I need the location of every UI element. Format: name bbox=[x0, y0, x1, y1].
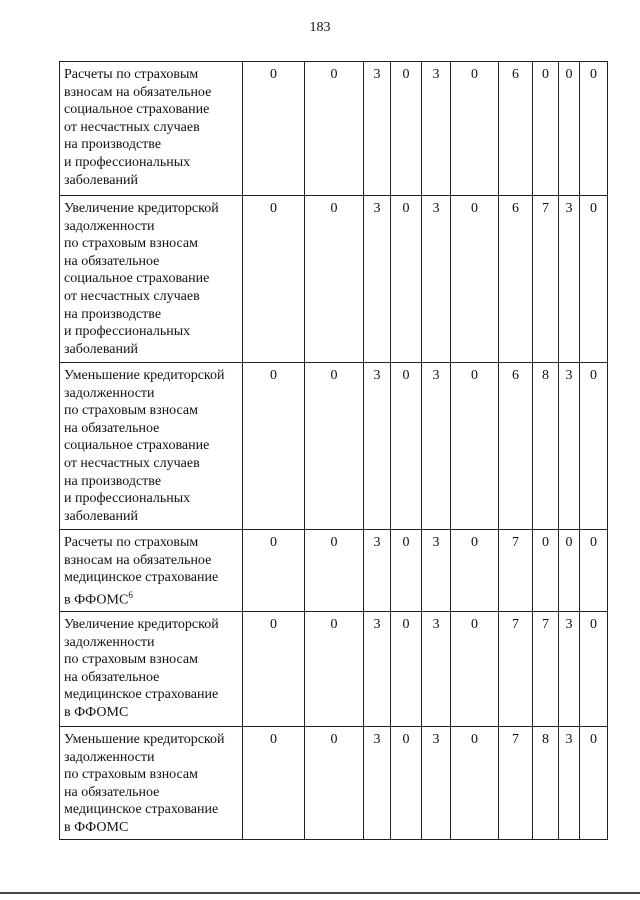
code-digit-cell: 0 bbox=[580, 612, 608, 727]
code-digit-cell: 8 bbox=[533, 727, 559, 840]
code-digit-cell: 0 bbox=[559, 62, 580, 196]
code-digit-cell: 7 bbox=[533, 612, 559, 727]
code-digit-cell: 0 bbox=[305, 530, 364, 612]
code-digit-cell: 0 bbox=[243, 530, 305, 612]
code-digit-cell: 0 bbox=[451, 196, 499, 363]
row-name-cell bbox=[60, 612, 243, 727]
code-digit-cell: 3 bbox=[422, 530, 451, 612]
code-digit-cell: 7 bbox=[499, 612, 533, 727]
row-name-cell bbox=[60, 62, 243, 196]
table-row bbox=[60, 363, 608, 530]
code-digit-cell: 0 bbox=[580, 196, 608, 363]
code-digit-cell: 7 bbox=[499, 530, 533, 612]
code-digit-cell: 3 bbox=[364, 62, 391, 196]
table-row bbox=[60, 612, 608, 727]
code-digit-cell: 0 bbox=[533, 530, 559, 612]
table-row bbox=[60, 727, 608, 840]
code-digit-cell: 3 bbox=[422, 612, 451, 727]
code-digit-cell: 0 bbox=[451, 363, 499, 530]
code-digit-cell: 0 bbox=[580, 363, 608, 530]
code-digit-cell: 0 bbox=[305, 62, 364, 196]
code-digit-cell: 3 bbox=[422, 62, 451, 196]
row-name-cell bbox=[60, 363, 243, 530]
code-digit-cell: 0 bbox=[559, 530, 580, 612]
code-digit-cell: 0 bbox=[580, 530, 608, 612]
row-name: Расчеты по страховым взносам на обязательное социальное страхование от несчастных случаев на производстве и профессиональных заболеваний bbox=[64, 67, 212, 188]
code-digit-cell: 3 bbox=[559, 612, 580, 727]
code-digit-cell: 0 bbox=[451, 727, 499, 840]
code-digit-cell: 3 bbox=[364, 196, 391, 363]
code-digit-cell: 0 bbox=[305, 363, 364, 530]
code-digit-cell: 0 bbox=[391, 62, 422, 196]
code-digit-cell: 7 bbox=[499, 727, 533, 840]
row-name-cell bbox=[60, 727, 243, 840]
code-digit-cell: 6 bbox=[499, 196, 533, 363]
code-digit-cell: 6 bbox=[499, 62, 533, 196]
code-digit-cell: 0 bbox=[391, 612, 422, 727]
code-digit-cell: 3 bbox=[559, 363, 580, 530]
code-digit-cell: 0 bbox=[451, 612, 499, 727]
code-digit-cell: 0 bbox=[305, 196, 364, 363]
budget-code-table bbox=[59, 61, 608, 840]
code-digit-cell: 0 bbox=[580, 62, 608, 196]
code-digit-cell: 0 bbox=[391, 196, 422, 363]
code-digit-cell: 0 bbox=[243, 363, 305, 530]
code-digit-cell: 3 bbox=[559, 196, 580, 363]
row-name-cell bbox=[60, 196, 243, 363]
code-digit-cell: 0 bbox=[533, 62, 559, 196]
table-row bbox=[60, 530, 608, 612]
table-row bbox=[60, 196, 608, 363]
table-row bbox=[60, 62, 608, 196]
code-digit-cell: 0 bbox=[451, 62, 499, 196]
code-digit-cell: 0 bbox=[243, 62, 305, 196]
code-digit-cell: 0 bbox=[391, 363, 422, 530]
code-digit-cell: 3 bbox=[364, 612, 391, 727]
code-digit-cell: 0 bbox=[305, 612, 364, 727]
code-digit-cell: 0 bbox=[305, 727, 364, 840]
code-digit-cell: 3 bbox=[364, 530, 391, 612]
code-digit-cell: 3 bbox=[364, 727, 391, 840]
row-name: Расчеты по страховым взносам на обязательное медицинское страхование в ФФОМС bbox=[64, 535, 219, 608]
row-name: Увеличение кредиторской задолженности по страховым взносам на обязательное социальное страхование от несчастных случаев на производстве и профессиональных заболеваний bbox=[64, 201, 219, 357]
row-name: Уменьшение кредиторской задолженности по страховым взносам на обязательное социальное страхование от несчастных случаев на производстве и профессиональных заболеваний bbox=[64, 368, 225, 524]
code-digit-cell: 6 bbox=[499, 363, 533, 530]
scan-edge-line bbox=[0, 892, 640, 894]
code-digit-cell: 3 bbox=[559, 727, 580, 840]
row-name: Уменьшение кредиторской задолженности по страховым взносам на обязательное медицинское страхование в ФФОМС bbox=[64, 732, 225, 835]
footnote-marker: 6 bbox=[128, 589, 133, 600]
code-digit-cell: 0 bbox=[243, 727, 305, 840]
code-digit-cell: 0 bbox=[451, 530, 499, 612]
page-number: 183 bbox=[309, 20, 331, 35]
row-name-cell bbox=[60, 530, 243, 612]
code-digit-cell: 0 bbox=[580, 727, 608, 840]
code-digit-cell: 7 bbox=[533, 196, 559, 363]
code-digit-cell: 0 bbox=[243, 196, 305, 363]
code-digit-cell: 0 bbox=[391, 530, 422, 612]
code-digit-cell: 0 bbox=[391, 727, 422, 840]
code-digit-cell: 3 bbox=[422, 196, 451, 363]
code-digit-cell: 3 bbox=[422, 727, 451, 840]
code-digit-cell: 3 bbox=[422, 363, 451, 530]
code-digit-cell: 3 bbox=[364, 363, 391, 530]
code-digit-cell: 0 bbox=[243, 612, 305, 727]
row-name: Увеличение кредиторской задолженности по страховым взносам на обязательное медицинское страхование в ФФОМС bbox=[64, 617, 219, 720]
code-digit-cell: 8 bbox=[533, 363, 559, 530]
